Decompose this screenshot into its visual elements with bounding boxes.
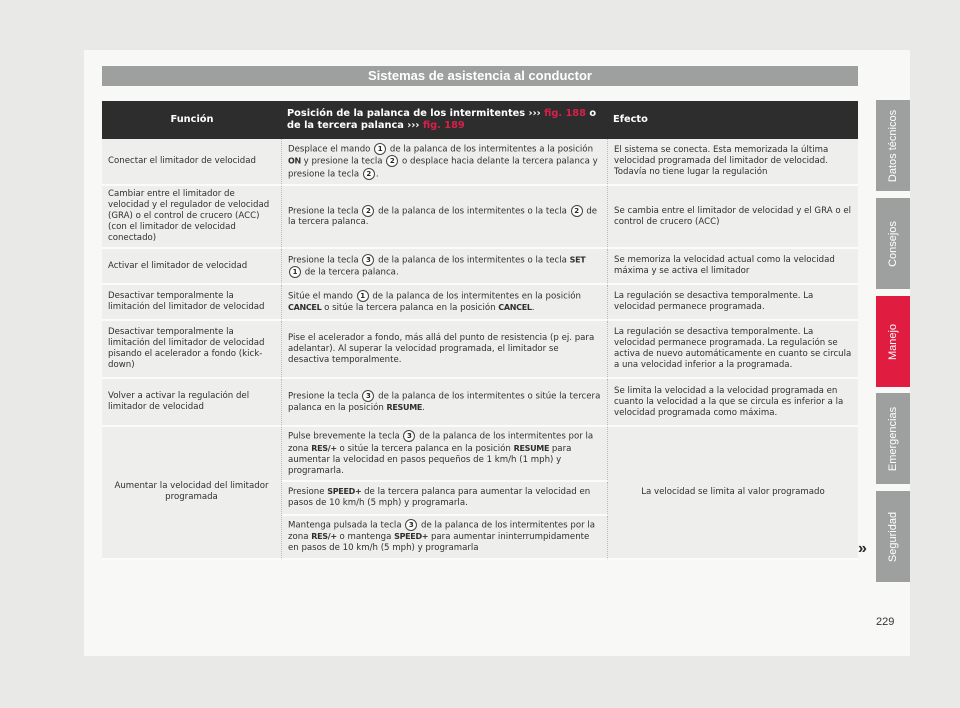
tab-label: Manejo [887, 323, 900, 360]
text: para aumentar la velocidad en pasos pequeños de 1 km/h (1 mph) y programarla. [288, 443, 572, 476]
text: para aumentar ininterrumpidamente en pasos de 10 km/h (5 mph) y programarla [288, 532, 590, 554]
header-posicion-text: Posición de la palanca de los intermitentes ››› [287, 108, 545, 119]
text: Mantenga pulsada la tecla [288, 520, 405, 531]
row-funcion: Desactivar temporalmente la limitación del limitador de velocidad [102, 285, 282, 321]
tab-label: Datos técnicos [887, 109, 899, 182]
text: y presione la tecla [300, 156, 386, 167]
key-label: SPEED+ [327, 487, 362, 496]
header-posicion [282, 101, 608, 139]
header-efecto: Efecto [608, 101, 858, 139]
number-2-icon: 2 [362, 205, 374, 217]
text: de la palanca de los intermitentes o la tecla [375, 206, 570, 217]
continue-arrow-icon: » [858, 540, 867, 557]
tab-label: Emergencias [887, 406, 900, 471]
text: o mantenga [336, 532, 395, 543]
key-label: ON [288, 156, 301, 166]
text: . [375, 169, 379, 180]
text: Desplace el mando [288, 144, 374, 155]
row-funcion: Desactivar temporalmente la limitación del limitador de velocidad pisando el acelerador a fondo (kick-down) [102, 321, 282, 379]
key-label: SET [569, 255, 586, 264]
row-posicion [282, 139, 608, 186]
tab-label: Seguridad [887, 511, 899, 562]
text: de la palanca de los intermitentes por la zona [288, 520, 596, 543]
text: de la palanca de los intermitentes por la zona [288, 431, 594, 454]
fig-189-link[interactable]: fig. 189 [422, 120, 465, 131]
tab-seguridad[interactable] [876, 491, 910, 582]
row-efecto: La regulación se desactiva temporalmente. La velocidad permanece programada. [608, 285, 858, 321]
table-row [102, 285, 858, 321]
row-posicion [282, 427, 608, 482]
row-funcion: Volver a activar la regulación del limitador de velocidad [102, 379, 282, 427]
section-header: Sistemas de asistencia al conductor [102, 66, 858, 86]
row-posicion [282, 285, 608, 321]
number-2-icon: 2 [571, 205, 583, 217]
number-1-icon: 1 [357, 290, 369, 302]
text: Pulse brevemente la tecla [288, 431, 403, 442]
tab-manejo[interactable] [876, 296, 910, 387]
key-label: SPEED+ [394, 532, 429, 542]
text: de la palanca de los intermitentes o la tecla [375, 255, 570, 265]
row-posicion [282, 249, 608, 285]
table-row [102, 379, 858, 427]
row-efecto: La regulación se desactiva temporalmente. La velocidad permanece programada. La regulación se activa de nuevo automáticamente en cuanto se circula a una velocidad inferior a la programada. [608, 321, 858, 379]
row-posicion [282, 516, 608, 560]
text: de la tercera palanca. [302, 267, 399, 278]
row-efecto: La velocidad se limita al valor programado [608, 427, 858, 560]
text: o sitúe la tercera palanca en la posición [336, 443, 514, 454]
key-label: RESUME [513, 443, 550, 453]
row-funcion: Cambiar entre el limitador de velocidad y el regulador de velocidad (GRA) o el control de crucero (ACC) (con el limitador de velocidad conectado) [102, 186, 282, 249]
text: de la palanca de los intermitentes a la posición [387, 144, 594, 155]
fig-188-link[interactable]: fig. 188 [544, 108, 586, 119]
row-funcion: Conectar el limitador de velocidad [102, 139, 282, 186]
text: Sitúe el mando [288, 291, 356, 302]
text: de la palanca de los intermitentes en la posición [369, 291, 581, 302]
text: o desplace hacia delante la tercera palanca y presione la tecla [288, 156, 598, 180]
number-3-icon: 3 [403, 430, 415, 442]
text: Presione [288, 487, 328, 497]
row-efecto: El sistema se conecta. Esta memorizada la última velocidad programada del limitador de velocidad. Todavía no tiene lugar la regulación [608, 139, 858, 186]
key-label: RES/+ [311, 443, 337, 453]
text: Presione la tecla [288, 391, 362, 402]
row-posicion [282, 379, 608, 427]
text: de la tercera palanca. [288, 206, 598, 228]
header-funcion: Función [102, 101, 282, 139]
text: de la palanca de los intermitentes o sitúe la tercera palanca en la posición [288, 391, 601, 414]
key-label: CANCEL [288, 303, 322, 313]
tab-datos-tecnicos[interactable] [876, 100, 910, 191]
row-efecto: Se memoriza la velocidad actual como la velocidad máxima y se activa el limitador [608, 249, 858, 285]
table-row [102, 139, 858, 186]
text: de la tercera palanca para aumentar la velocidad en pasos de 10 km/h (5 mph) y programarla. [288, 487, 591, 508]
key-label: RESUME [386, 403, 423, 413]
table-row [102, 186, 858, 249]
number-2-icon: 2 [386, 155, 398, 167]
text: Presione la tecla [288, 255, 362, 265]
row-efecto: Se limita la velocidad a la velocidad programada en cuanto la velocidad a la que se circula es inferior a la velocidad programada como máxima. [608, 379, 858, 427]
page-number: 229 [876, 616, 895, 628]
row-posicion [282, 186, 608, 249]
text: . [422, 403, 425, 414]
function-table [102, 101, 858, 560]
header-posicion-mid: o de la tercera palanca ››› [287, 108, 597, 131]
table-header-row [102, 101, 858, 139]
number-3-icon: 3 [405, 519, 417, 531]
key-label: RES/+ [311, 532, 337, 542]
number-2-icon: 2 [363, 168, 375, 180]
number-1-icon: 1 [374, 143, 386, 155]
number-3-icon: 3 [362, 254, 374, 266]
tab-emergencias[interactable] [876, 393, 910, 484]
tab-label: Consejos [887, 220, 900, 267]
tab-consejos[interactable] [876, 198, 910, 289]
key-label: CANCEL [498, 303, 532, 313]
number-3-icon: 3 [362, 390, 374, 402]
row-funcion: Activar el limitador de velocidad [102, 249, 282, 285]
table-row [102, 249, 858, 285]
row-posicion [282, 482, 608, 516]
number-1-icon: 1 [289, 266, 301, 278]
row-funcion: Aumentar la velocidad del limitador programada [102, 427, 282, 560]
table-row [102, 321, 858, 379]
row-efecto: Se cambia entre el limitador de velocidad y el GRA o el control de crucero (ACC) [608, 186, 858, 249]
table-row [102, 427, 858, 482]
text: o sitúe la tercera palanca en la posición [321, 303, 499, 314]
text: . [531, 303, 535, 314]
text: Presione la tecla [288, 206, 362, 217]
row-posicion: Pise el acelerador a fondo, más allá del punto de resistencia (p ej. para adelantar). Al superar la velocidad programada, el limitador se desactiva temporalmente. [282, 321, 608, 379]
